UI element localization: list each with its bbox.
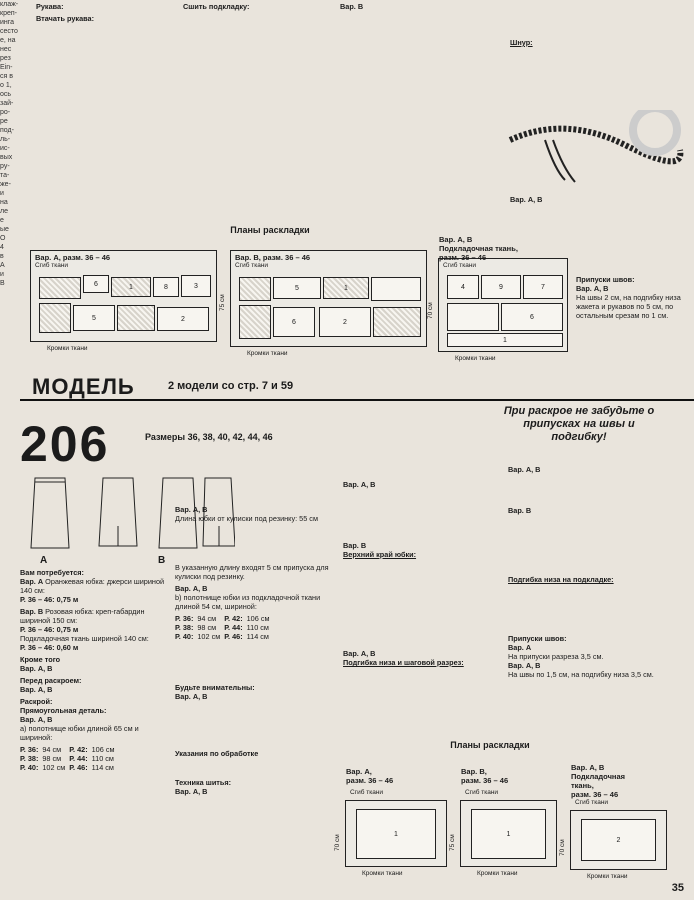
sketch-label-a: А [40,555,48,566]
r2-allow-a-text: На припуски разреза 3,5 см. [508,652,604,661]
needs-title: Вам потребуется: [20,568,84,577]
r1-var2: Вар. А, В [343,649,376,658]
plan-c-fold: Сгиб ткани [443,262,477,269]
size-cell: Р. 42: [69,745,88,754]
bottom-plan-c [559,763,667,880]
allowances-var: Вар. А, В [576,284,609,293]
margin-fragment: рез [0,55,11,62]
size-cell: Р. 36: [175,614,194,623]
r1-var: Вар. А, В [343,480,376,489]
model-number: 206 [20,416,110,472]
layout-plans-title-top: Планы раскладки [230,225,310,235]
size-cell: Р. 40: [175,632,194,641]
margin-fragment: О [0,235,6,242]
piece: 1 [447,333,563,347]
top-column-4b [510,195,678,230]
allowances-text: На швы 2 см, на подгибку низа жакета и рукавов по 5 см, по остальным срезам по 1 см. [576,293,681,320]
bottom-plan-c-edge: Кромки ткани [587,873,628,880]
piece: 9 [481,275,521,299]
piece: 1 [471,809,546,859]
piece: 7 [523,275,563,299]
piece [239,277,271,301]
instructions-column-2 [175,505,335,895]
piece: 6 [501,303,563,331]
needs-var-b-text: Розовая юбка: креп-габардин шириной 150 см: [20,607,145,625]
r2-lining-hem: Подгибка низа на подкладке: [508,575,614,584]
plan-b-cm: 75 см [219,294,226,311]
margin-fragment: ру- [0,163,10,170]
bottom-plan-c-cm: 70 см [559,839,566,856]
margin-fragment: и [0,190,4,197]
margin-fragment: ре [0,118,8,125]
plan-a-edge: Кромки ткани [47,345,88,352]
piece: 5 [273,277,321,299]
top-column-3 [340,2,500,192]
margin-fragment: ль- [0,136,11,143]
r2-allow-a: Вар. А [508,643,532,652]
piece: 3 [181,275,211,297]
model-subtitle: 2 модели со стр. 7 и 59 [168,380,294,392]
piece: 6 [273,307,315,337]
margin-fragment: же- [0,181,11,188]
piece: 4 [447,275,479,299]
model-band [20,370,694,398]
r2-var2: Вар. В [508,506,532,515]
margin-fragment: нес [0,46,12,53]
tech-var: Вар. А, В [175,787,208,796]
model-word: МОДЕЛЬ [32,374,135,399]
bottom-plan-b-cm: 75 см [449,834,456,851]
size-cell: Р. 46: [224,632,243,641]
mid-extra: В указанную длину входят 5 см припуска для кулиски под резинку. [175,563,329,581]
rect-var: Вар. А, В [20,715,53,724]
allowances-title: Припуски швов: [576,275,635,284]
cord-label: Шнур: [510,38,533,47]
sleeves-label: Рукава: [36,2,64,11]
margin-fragment: ся в [0,73,13,80]
bottom-plan-c-label: Вар. А, В Подкладочная ткань, разм. 36 – 46 [571,763,626,799]
size-row [20,754,119,763]
size-cell: 94 см [42,745,62,754]
r2-allow-ab-text: На швы по 1,5 см, на подгибку низа 3,5 см. [508,670,654,679]
size-row [20,763,119,772]
attention-title: Будьте внимательны: [175,683,255,692]
size-cell: 110 см [246,623,269,632]
bottom-plan-a [334,767,447,877]
plan-a-fold: Сгиб ткани [35,262,69,269]
size-cell: Р. 42: [224,614,243,623]
r2-var1: Вар. А, В [508,465,541,474]
margin-fragment: ис- [0,145,10,152]
needs-var-b: Вар. В [20,607,44,616]
layout-plan-a [30,250,217,352]
size-cell: Р. 44: [69,754,88,763]
margin-fragment: В [0,280,5,287]
size-cell: Р. 40: [20,763,39,772]
margin-fragment: е [0,217,4,224]
piece: 2 [157,307,209,331]
margin-fragment: и [0,271,4,278]
piece [373,307,421,337]
r2-allow-title: Припуски швов: [508,634,567,643]
top-column-1 [36,2,176,192]
top-column-2 [183,2,333,192]
needs-var-b-qty: Р. 36 – 46: 0,75 м [20,625,79,634]
piece: 1 [111,277,151,297]
piece: 2 [319,307,371,337]
piece [447,303,499,331]
allowances-top [576,275,684,350]
margin-fragment: клаж- [0,1,19,8]
size-row [20,745,119,754]
size-cell: 94 см [197,614,217,623]
piece [39,277,81,299]
size-cell: 102 см [197,632,221,641]
piece [239,305,271,339]
instructions-column-4 [508,465,684,730]
sew-lining-label: Сшить подкладку: [183,2,250,11]
mid-b-text: b) полотнище юбки из подкладочной ткани длиной 54 см, шириной: [175,593,321,611]
margin-fragment: ые [0,226,9,233]
size-row [175,614,274,623]
size-cell: 98 см [42,754,62,763]
margin-fragment: А [0,262,5,269]
bottom-plan-a-label: Вар. А, разм. 36 – 46 [346,767,394,785]
needs-lining-qty: Р. 36 – 46: 0,60 м [20,643,79,652]
reminder-callout: При раскрое не забудьте о припусках на швы и подгибку! [503,405,655,443]
piece: 8 [153,277,179,297]
tech-title: Техника шитья: [175,778,232,787]
layout-plan-b [219,250,427,357]
margin-fragment: зай- [0,100,14,107]
size-cell: 114 см [91,763,114,772]
piece: 1 [323,277,369,299]
plan-b-edge: Кромки ткани [247,350,288,357]
instructions-column-3 [343,480,503,750]
processing-title: Указания по обработке [175,749,259,758]
margin-fragment: вых [0,154,13,161]
margin-fragment: сесто [0,28,18,35]
plan-b-fold: Сгиб ткани [235,262,269,269]
needs-var-a-text: Оранжевая юбка: джерси шириной 140 см: [20,577,165,595]
rect-size-table [20,745,119,772]
margin-fragment: 4 [0,244,4,251]
cut-title: Раскрой: [20,697,53,706]
rect-a-text: а) полотнище юбки длиной 65 см и шириной: [20,724,139,742]
margin-fragment: ро- [0,109,11,116]
left-margin-fragments [0,0,22,560]
besides-var: Вар. А, В [20,664,53,673]
top-column-4 [510,38,658,98]
size-cell: Р. 38: [20,754,39,763]
size-row [175,623,274,632]
mid-var-text: Длина юбки от кулиски под резинку: 55 см [175,514,318,523]
piece: 1 [356,809,436,859]
margin-fragment: ось [0,91,12,98]
size-cell: 110 см [91,754,114,763]
bottom-plan-a-cm: 70 см [334,834,341,851]
plan-c-cm: 70 см [427,302,434,319]
margin-fragment: на [0,199,8,206]
bottom-plan-a-edge: Кромки ткани [362,870,403,877]
layout-plans-title-bottom: Планы раскладки [450,740,530,750]
piece: 5 [73,305,115,331]
bottom-plan-b [449,767,557,877]
piece [371,277,421,301]
piece: 6 [83,275,109,293]
r2-allow-ab: Вар. А, В [508,661,541,670]
plan-a-label: Вар. А, разм. 36 – 46 [35,253,111,262]
margin-fragment: инга [0,19,15,26]
cord-illustration [505,110,685,190]
margin-fragment: ле [0,208,8,215]
sketch-label-b: В [158,555,166,566]
bottom-plan-a-fold: Сгиб ткани [350,789,384,796]
before-cut-title: Перед раскроем: [20,676,82,685]
var-b-heading: Вар. В [340,2,364,11]
margin-fragment: в [0,253,4,260]
r1-hem-label: Подгибка низа и шаговой разрез: [343,658,464,667]
size-cell: 102 см [42,763,66,772]
layout-plan-lining [427,235,568,362]
size-cell: Р. 38: [175,623,194,632]
needs-lining: Подкладочная ткань шириной 140 см: [20,634,149,643]
bottom-plan-c-fold: Сгиб ткани [575,799,609,806]
page-number: 35 [671,882,684,894]
margin-fragment: та- [0,172,10,179]
plan-c-label: Вар. А, В Подкладочная ткань, разм. 36 – 46 [439,235,518,262]
margin-fragment: под- [0,127,14,134]
margin-fragment: Ein- [0,64,13,71]
size-cell: Р. 36: [20,745,39,754]
piece: 2 [581,819,656,861]
piece [117,305,155,331]
before-cut-var: Вар. А, В [20,685,53,694]
var-ab-heading: Вар. А, В [510,195,543,204]
bottom-plan-b-label: Вар. В, разм. 36 – 46 [461,767,509,785]
mid-var2: Вар. А, В [175,584,208,593]
plan-c-edge: Кромки ткани [455,355,496,362]
size-cell: 106 см [91,745,115,754]
margin-fragment: о 1, [0,82,12,89]
attention-var: Вар. А, В [175,692,208,701]
bottom-plan-b-edge: Кромки ткани [477,870,518,877]
plan-b-label: Вар. В, разм. 36 – 46 [235,253,311,262]
materials-column [20,568,168,893]
size-cell: 114 см [246,632,269,641]
rect-title: Прямоугольная деталь: [20,706,107,715]
r1-var-b: Вар. В [343,541,367,550]
size-row [175,632,274,641]
r1-top-edge: Верхний край юбки: [343,550,417,559]
size-cell: 98 см [197,623,217,632]
size-cell: Р. 46: [69,763,88,772]
model-sizes: Размеры 36, 38, 40, 42, 44, 46 [145,432,273,442]
size-cell: 106 см [246,614,270,623]
besides-title: Кроме того [20,655,61,664]
margin-fragment: е, на [0,37,16,44]
bottom-plan-b-fold: Сгиб ткани [465,789,499,796]
set-sleeves-label: Втачать рукава: [36,14,95,23]
needs-var-a: Вар. А [20,577,44,586]
margin-fragment: креп- [0,10,17,17]
size-cell: Р. 44: [224,623,243,632]
model-divider [20,399,694,401]
mid-var: Вар. А, В [175,505,208,514]
piece [39,303,71,333]
needs-var-a-qty: Р. 36 – 46: 0,75 м [20,595,79,604]
lining-size-table [175,614,274,641]
